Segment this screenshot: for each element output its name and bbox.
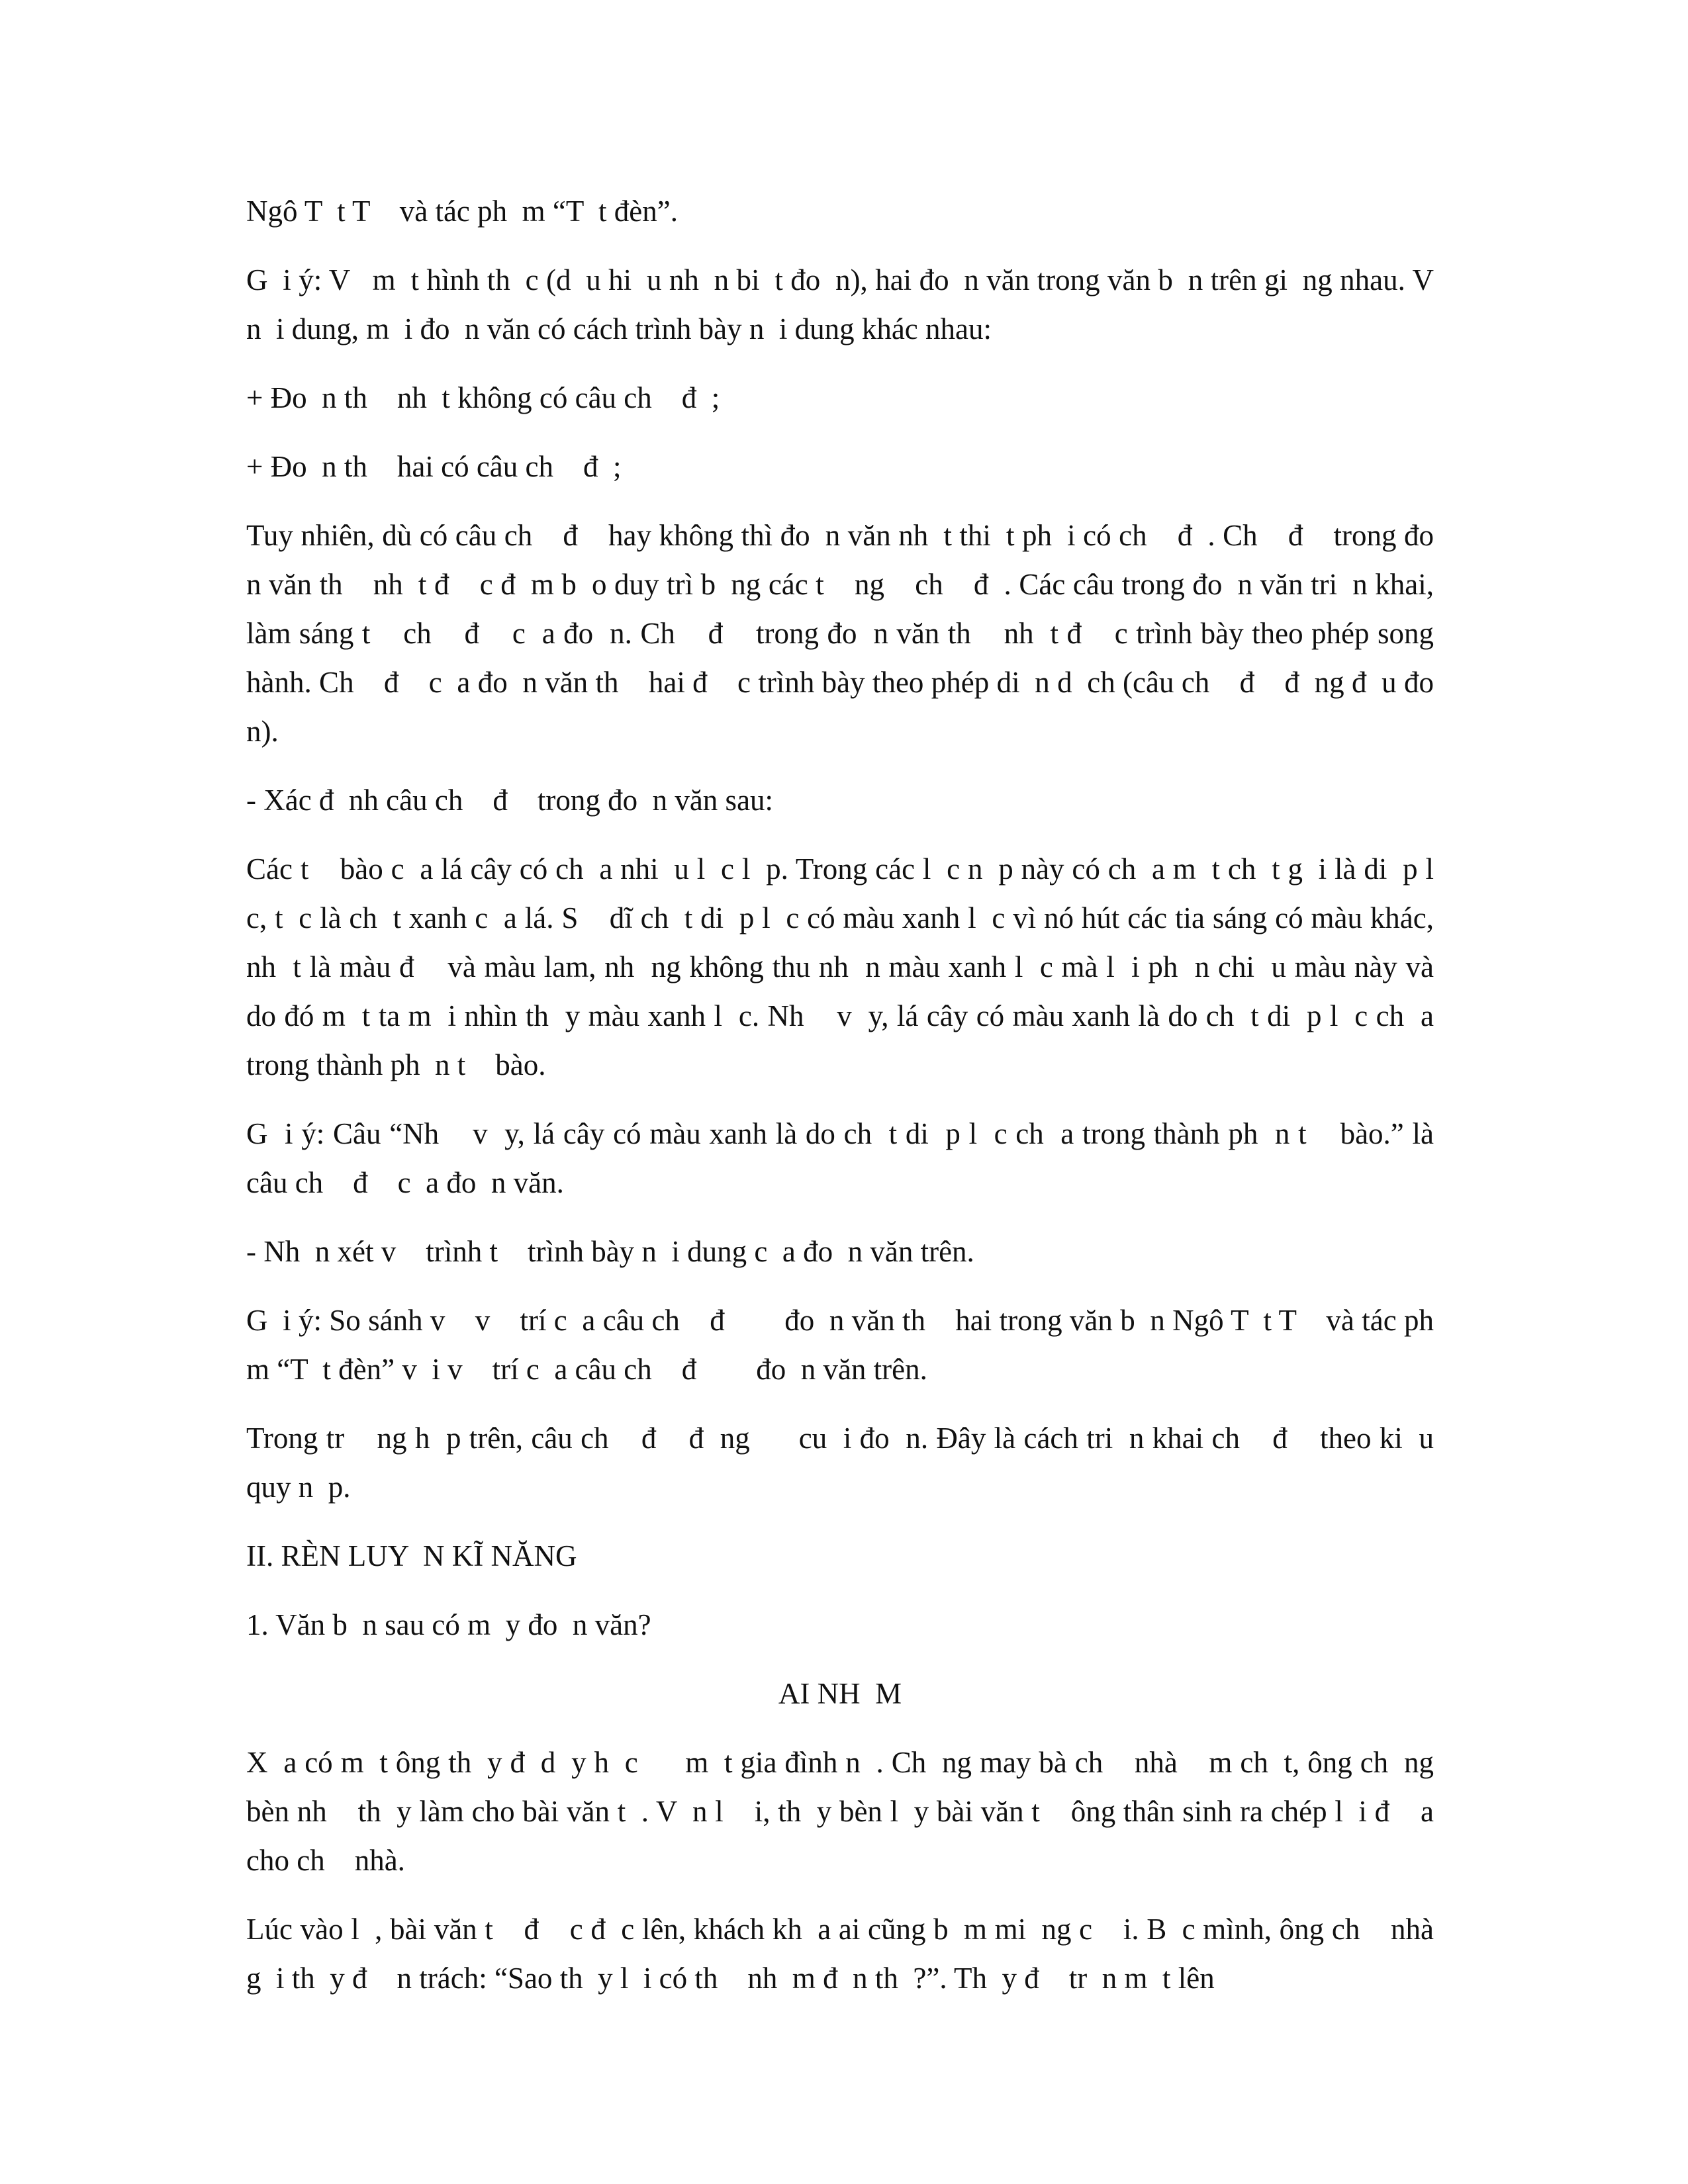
paragraph-hint-compare: G i ý: So sánh v v trí c a câu ch đ đo n văn th hai trong văn b n Ngô T t T và tác ph m “T t đèn” v i v trí c a câu ch đ đo n văn trên. (246, 1304, 1449, 1386)
story-paragraph-1: X a có m t ông th y đ d y h c m t gia đình n . Ch ng may bà ch nhà m ch t, ông ch ng bèn nh th y làm cho bài văn t . V n l i, th y bèn l y bài văn t ông thân sinh ra chép l i đ a cho ch nhà. (246, 1746, 1442, 1877)
paragraph-bullet-first: + Đo n th nh t không có câu ch đ ; (246, 381, 720, 414)
section-heading: II. RÈN LUY N KĨ NĂNG (246, 1539, 577, 1572)
paragraph-topic-explanation: Tuy nhiên, dù có câu ch đ hay không thì đo n văn nh t thi t ph i có ch đ . Ch đ trong đo n văn th nh t đ c đ m b o duy trì b ng các t ng ch đ . Các câu trong đo n văn tri n khai, làm sáng t ch đ c a đo n. Ch đ trong đo n văn th nh t đ c trình bày theo phép song hành. Ch đ c a đo n văn th hai đ c trình bày theo phép di n d ch (câu ch đ đ ng đ u đo n). (246, 519, 1449, 748)
story-paragraph-2: Lúc vào l , bài văn t đ c đ c lên, khách kh a ai cũng b m mi ng c i. B c mình, ông ch nhà g i th y đ n trách: “Sao th y l i có th nh m đ n th ?”. Th y đ tr n m t lên (246, 1913, 1442, 1995)
paragraph-title-reference: Ngô T t T và tác ph m “T t đèn”. (246, 195, 678, 228)
paragraph-inductive-note: Trong tr ng h p trên, câu ch đ đ ng cu i đo n. Đây là cách tri n khai ch đ theo ki u quy n p. (246, 1422, 1442, 1504)
document-page (246, 187, 1456, 2023)
story-title: AI NH M (778, 1677, 902, 1710)
paragraph-task-identify: - Xác đ nh câu ch đ trong đo n văn sau: (246, 784, 774, 817)
paragraph-hint-form: G i ý: V m t hình th c (d u hi u nh n bi t đo n), hai đo n văn trong văn b n trên gi ng nhau. V n i dung, m i đo n văn có cách trình bày n i dung khác nhau: (246, 263, 1456, 345)
paragraph-leaf-text: Các t bào c a lá cây có ch a nhi u l c l p. Trong các l c n p này có ch a m t ch t g i là di p l c, t c là ch t xanh c a lá. S dĩ ch t di p l c có màu xanh l c vì nó hút các tia sáng có màu khác, nh t là màu đ và màu lam, nh ng không thu nh n màu xanh l c mà l i ph n chi u màu này và do đó m t ta m i nhìn th y màu xanh l c. Nh v y, lá cây có màu xanh là do ch t di p l c ch a trong thành ph n t bào. (246, 852, 1449, 1081)
exercise-question: 1. Văn b n sau có m y đo n văn? (246, 1608, 651, 1641)
paragraph-task-comment: - Nh n xét v trình t trình bày n i dung c a đo n văn trên. (246, 1235, 974, 1268)
paragraph-bullet-second: + Đo n th hai có câu ch đ ; (246, 450, 622, 483)
paragraph-hint-topic-sentence: G i ý: Câu “Nh v y, lá cây có màu xanh là do ch t di p l c ch a trong thành ph n t bào.” là câu ch đ c a đo n văn. (246, 1117, 1442, 1199)
